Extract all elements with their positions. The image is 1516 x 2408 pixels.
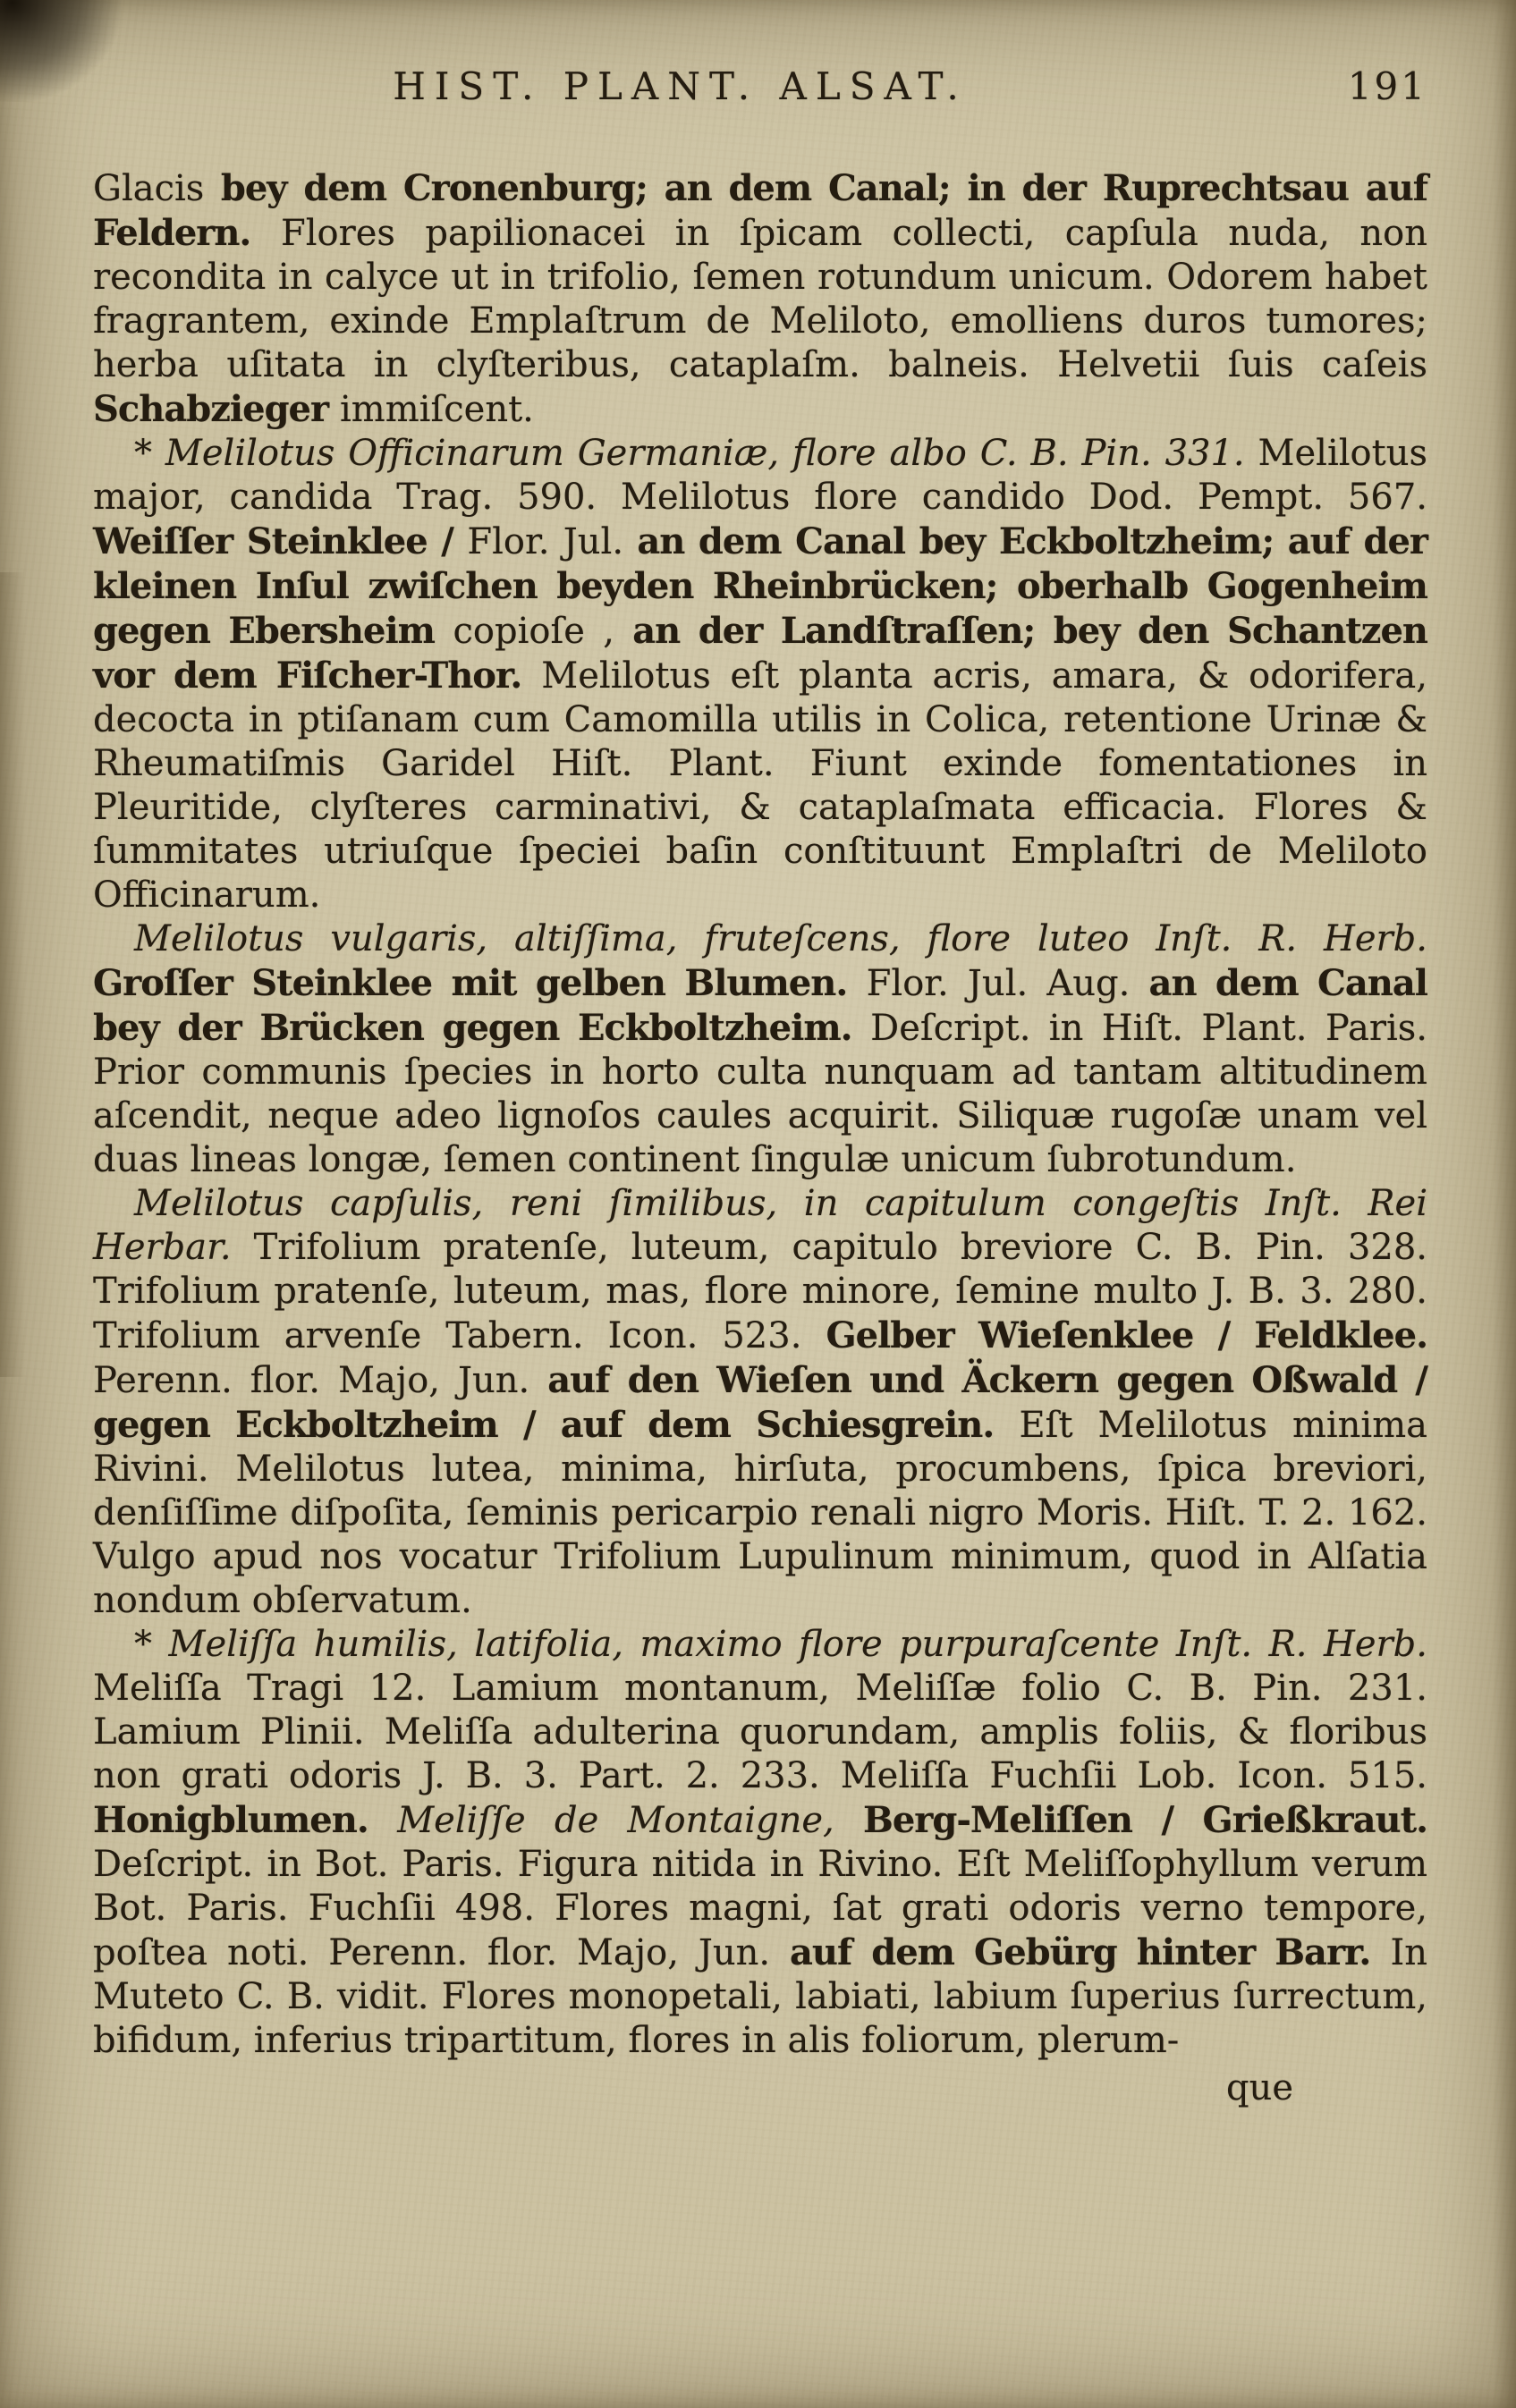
running-title: HIST. PLANT. ALSAT. bbox=[393, 64, 968, 108]
catchword: que bbox=[1225, 2067, 1293, 2108]
text-area bbox=[93, 64, 1427, 2110]
running-head bbox=[93, 64, 1427, 116]
text-run-fraktur: an dem Canal bey der Brücken gegen Eckboltzheim. bbox=[93, 962, 1427, 1049]
text-run-fraktur: Gelber Wieſenklee / Feldklee. bbox=[826, 1314, 1427, 1356]
left-edge-shadow bbox=[0, 572, 25, 1377]
text-run-fraktur: auf den Wieſen und Äckern gegen Oßwald / gegen Eckboltzheim / auf dem Schiesgrein. bbox=[93, 1359, 1427, 1446]
text-run-fraktur: bey dem Cronenburg; an dem Canal; in der Ruprechtsau auf Feldern. bbox=[93, 167, 1428, 254]
paragraph bbox=[93, 166, 1427, 432]
text-run-fraktur: Berg-Meliſſen / Grießkraut. bbox=[863, 1799, 1428, 1841]
text-run-fraktur: an der Landſtraſſen; bey den Schantzen vor dem Fiſcher-Thor. bbox=[93, 610, 1427, 697]
text-run-roman: Melilotus major, candida Trag. 590. Melilotus flore candido Dod. Pempt. 567. bbox=[93, 433, 1427, 518]
text-run-roman: Flor. Jul. Aug. bbox=[866, 963, 1149, 1004]
paragraph bbox=[93, 1623, 1427, 2063]
text-run-roman: Flor. Jul. bbox=[467, 521, 638, 562]
text-run-roman: Trifolium pratenſe, luteum, capitulo breviore C. B. Pin. 328. Trifolium pratenſe, luteum, mas, flore minore, ſemine multo J. B. 3. 280. Trifolium arvenſe Tabern. Icon. 523. bbox=[93, 1227, 1427, 1356]
text-run-roman: Perenn. flor. Majo, Jun. bbox=[93, 1360, 548, 1401]
right-edge-shadow bbox=[1493, 0, 1516, 2408]
text-run-roman: Deſcript. in Hiſt. Plant. Paris. Prior communis ſpecies in horto culta nunquam ad tantam altitudinem aſcendit, neque adeo lignoſos caules acquirit. Siliquæ rugoſæ unam vel duas lineas longæ, ſemen continent ſingulæ unicum ſubrotundum. bbox=[93, 1008, 1427, 1180]
text-run-roman: Melilotus eſt planta acris, amara, & odorifera, decocta in ptiſanam cum Camomilla utilis in Colica, retentione Urinæ & Rheumatiſmis Garidel Hiſt. Plant. Fiunt exinde fomentationes in Pleuritide, clyſteres carminativi, & cataplaſmata efficacia. Flores & ſummitates utriuſque ſpeciei baſin conſtituunt Emplaſtri de Meliloto Officinarum. bbox=[93, 655, 1427, 916]
text-run-fraktur: Weiſſer Steinklee / bbox=[93, 520, 468, 562]
text-run-roman: Deſcript. in Bot. Paris. Figura nitida in Rivino. Eſt Meliſſophyllum verum Bot. Paris. Fuchſii 498. Flores magni, ſat grati odoris verno tempore, poſtea noti. Perenn. flor. Majo, Jun. bbox=[93, 1844, 1427, 1973]
paragraph bbox=[93, 917, 1427, 1182]
text-run-italic: Meliſſe de Montaigne, bbox=[397, 1800, 864, 1841]
text-run-fraktur: an dem Canal bey Eckboltzheim; auf der kleinen Inſul zwiſchen beyden Rheinbrücken; oberhalb Gogenheim gegen Ebersheim bbox=[93, 520, 1427, 652]
text-run-roman: Meliſſa Tragi 12. Lamium montanum, Meliſſæ folio C. B. Pin. 231. Lamium Plinii. Meliſſa adulterina quorundam, amplis foliis, & floribus non grati odoris J. B. 3. Part. 2. 233. Meliſſa Fuchſii Lob. Icon. 515. bbox=[93, 1668, 1427, 1796]
text-run-italic: Melilotus Officinarum Germaniæ, flore albo C. B. Pin. 331. bbox=[165, 433, 1258, 474]
text-run-italic: Melilotus capſulis, reni ſimilibus, in capitulum congeſtis Inſt. Rei Herbar. bbox=[93, 1183, 1427, 1268]
text-run-roman: * bbox=[134, 1624, 169, 1665]
text-run-italic: Meliſſa humilis, latifolia, maximo flore purpuraſcente Inſt. R. Herb. bbox=[168, 1624, 1428, 1665]
text-run-roman: In Muteto C. B. vidit. Flores monopetali, labiati, labium ſuperius ſurrectum, bifidum, inferius tripartitum, flores in alis foliorum, plerum- bbox=[93, 1932, 1427, 2061]
page-number: 191 bbox=[1347, 64, 1427, 108]
text-run-roman: * bbox=[134, 433, 165, 474]
paragraph bbox=[93, 1182, 1427, 1623]
paragraph bbox=[93, 432, 1427, 917]
text-run-fraktur: auf dem Gebürg hinter Barr. bbox=[789, 1931, 1391, 1973]
text-run-roman: Flores papilionacei in ſpicam collecti, capſula nuda, non recondita in calyce ut in trifolio, ſemen rotundum unicum. Odorem habet fragrantem, exinde Emplaſtrum de Meliloto, emolliens duros tumores; herba uſitata in clyſteribus, cataplaſm. balneis. Helvetii ſuis caſeis bbox=[93, 213, 1427, 385]
text-run-roman: Eſt Melilotus minima Rivini. Melilotus lutea, minima, hirſuta, procumbens, ſpica breviori, denſiſſime diſpoſita, ſeminis pericarpio renali nigro Moris. Hiſt. T. 2. 162. Vulgo apud nos vocatur Trifolium Lupulinum minimum, quod in Alſatia nondum obſervatum. bbox=[93, 1405, 1427, 1621]
text-run-roman: Glacis bbox=[93, 168, 221, 209]
text-run-italic: Melilotus vulgaris, altiſſima, fruteſcens, flore luteo Inſt. R. Herb. bbox=[134, 918, 1427, 959]
text-run-fraktur: Groſſer Steinklee mit gelben Blumen. bbox=[93, 962, 867, 1004]
text-block bbox=[93, 166, 1427, 2063]
text-run-fraktur: Honigblumen. bbox=[93, 1799, 398, 1841]
text-run-roman: immiſcent. bbox=[340, 389, 534, 430]
text-run-roman: copioſe , bbox=[453, 611, 633, 652]
text-run-fraktur: Schabzieger bbox=[93, 388, 340, 430]
